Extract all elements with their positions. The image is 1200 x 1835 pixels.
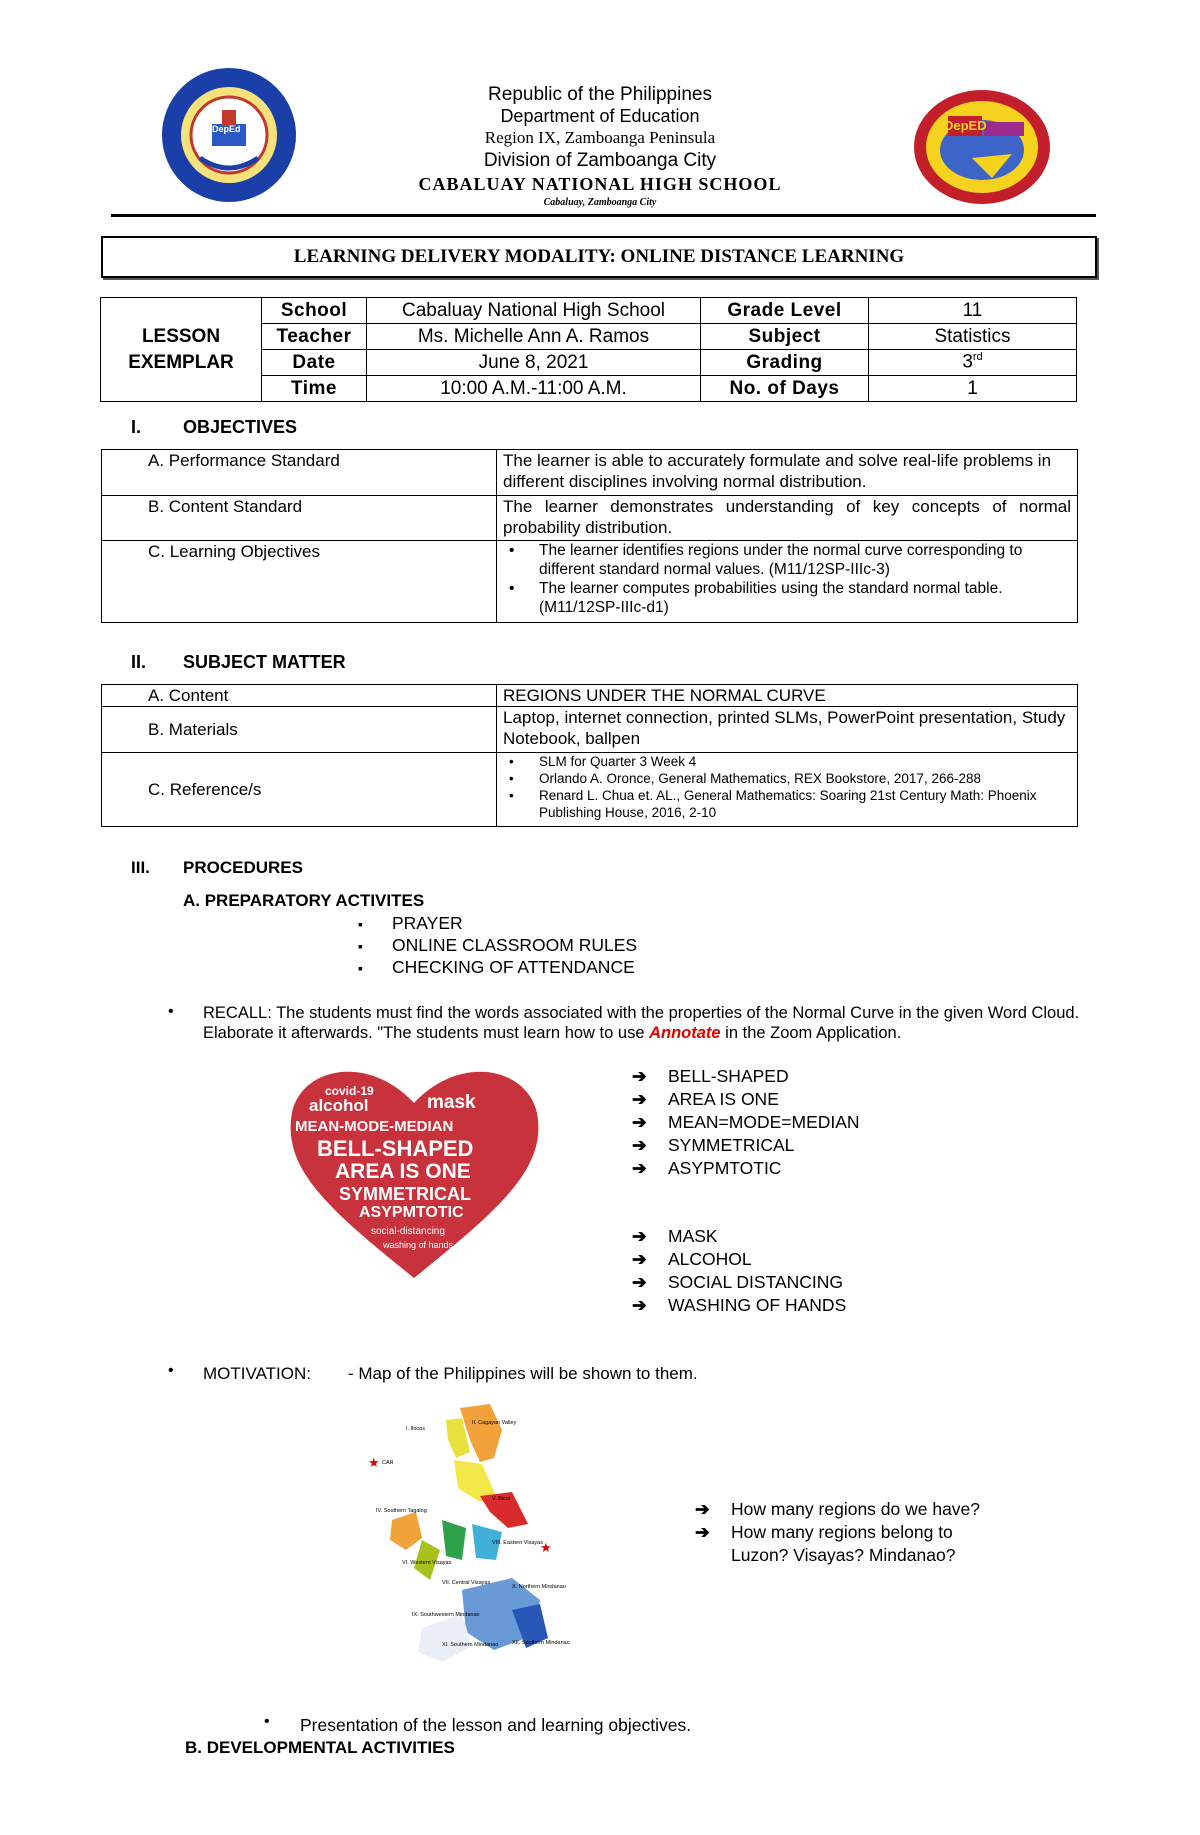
arrow-icon: ➔ xyxy=(632,1066,647,1086)
header-department: Department of Education xyxy=(500,106,700,126)
grading-number: 3 xyxy=(962,351,973,373)
arrow-icon: ➔ xyxy=(632,1089,647,1109)
answer-text: SOCIAL DISTANCING xyxy=(668,1272,844,1292)
learning-objective-item: • The learner computes probabilities using the standard normal table. (M11/12SP-IIIc-d1) xyxy=(503,579,1071,617)
answer-text: BELL-SHAPED xyxy=(668,1066,789,1086)
days-label: No. of Days xyxy=(701,376,869,402)
answer-text: MEAN=MODE=MEDIAN xyxy=(668,1112,860,1132)
materials-value: Laptop, internet connection, printed SLMs, PowerPoint presentation, Study Notebook, ballpen xyxy=(497,707,1078,753)
cloud-word: SYMMETRICAL xyxy=(339,1184,471,1204)
arrow-icon: ➔ xyxy=(632,1272,647,1292)
map-label: I. Ilocos xyxy=(406,1426,425,1432)
date-value: June 8, 2021 xyxy=(367,350,701,376)
procedures-number: III. xyxy=(131,858,150,877)
answer-item xyxy=(632,1225,846,1248)
question-item xyxy=(695,1498,1015,1521)
map-label: IV. Southern Tagalog xyxy=(376,1508,427,1514)
question-text: How many regions belong to Luzon? Visayas? Mindanao? xyxy=(731,1522,956,1565)
answer-text: ALCOHOL xyxy=(668,1249,752,1269)
arrow-icon: ➔ xyxy=(632,1158,647,1178)
left-logo-badge: DepEd xyxy=(212,124,241,134)
answer-item xyxy=(632,1157,860,1180)
cloud-word: covid-19 xyxy=(325,1084,374,1098)
days-value: 1 xyxy=(869,376,1077,402)
annotate-emphasis: Annotate xyxy=(649,1024,721,1042)
cloud-word: MEAN-MODE-MEDIAN xyxy=(295,1118,454,1135)
learning-objective-item: • The learner identifies regions under the normal curve corresponding to different standard normal values. (M11/12SP-IIIc-3) xyxy=(503,541,1071,579)
motivation-questions xyxy=(695,1498,1015,1567)
arrow-icon: ➔ xyxy=(632,1226,647,1246)
objectives-table xyxy=(101,449,1078,623)
motivation-bullet: • xyxy=(168,1362,174,1379)
developmental-heading: B. DEVELOPMENTAL ACTIVITIES xyxy=(185,1738,455,1757)
recall-paragraph xyxy=(203,1003,1093,1043)
header-republic: Republic of the Philippines xyxy=(488,84,712,105)
answer-item xyxy=(632,1248,846,1271)
learning-objectives-label-text: C. Learning Objectives xyxy=(148,542,320,561)
reference-item: • SLM for Quarter 3 Week 4 xyxy=(503,753,1071,770)
performance-standard-label xyxy=(102,450,497,496)
procedures-heading: PROCEDURES xyxy=(183,858,303,877)
preparatory-item: ▪ ONLINE CLASSROOM RULES xyxy=(358,934,637,956)
teacher-label: Teacher xyxy=(262,324,367,350)
subject-label: Subject xyxy=(701,324,869,350)
time-value: 10:00 A.M.-11:00 A.M. xyxy=(367,376,701,402)
lesson-info-table xyxy=(100,297,1077,402)
cloud-word: alcohol xyxy=(309,1096,369,1115)
exemplar-line1: LESSON xyxy=(141,325,221,347)
map-label: II. Cagayan Valley xyxy=(472,1420,517,1426)
header-divider xyxy=(111,214,1096,217)
header-address: Cabaluay, Zamboanga City xyxy=(543,197,657,208)
learning-objectives-label xyxy=(102,541,497,623)
grading-suffix: rd xyxy=(972,351,983,364)
subject-value: Statistics xyxy=(869,324,1077,350)
header-division: Division of Zamboanga City xyxy=(483,150,717,171)
time-label: Time xyxy=(262,376,367,402)
answer-item xyxy=(632,1134,860,1157)
answer-text: AREA IS ONE xyxy=(668,1089,779,1109)
recall-answers-properties xyxy=(632,1065,860,1180)
preparatory-item: ▪ CHECKING OF ATTENDANCE xyxy=(358,956,637,978)
content-label-text: A. Content xyxy=(148,686,229,705)
materials-label xyxy=(102,707,497,753)
philippines-map xyxy=(362,1400,618,1668)
subject-matter-table xyxy=(101,684,1078,827)
grade-level-label: Grade Level xyxy=(701,298,869,324)
map-label: X. Northern Mindanao xyxy=(512,1584,566,1590)
subject-matter-number: II. xyxy=(131,652,147,672)
objectives-number: I. xyxy=(131,417,142,437)
content-standard-label xyxy=(102,496,497,541)
cloud-word: social-distancing xyxy=(371,1226,445,1237)
question-text: How many regions do we have? xyxy=(731,1499,981,1519)
lesson-exemplar-cell xyxy=(101,298,262,402)
modality-banner xyxy=(101,236,1097,278)
map-label: XI. Southern Mindanao xyxy=(442,1642,499,1648)
presentation-bullet: • xyxy=(264,1713,270,1730)
motivation-text: - Map of the Philippines will be shown to them. xyxy=(348,1364,698,1383)
recall-bullet: • xyxy=(168,1003,174,1020)
star-icon: ★ xyxy=(368,1455,380,1470)
teacher-value: Ms. Michelle Ann A. Ramos xyxy=(367,324,701,350)
content-standard-label-text: B. Content Standard xyxy=(148,497,303,516)
map-label: XII. Southern Mindanao xyxy=(512,1640,570,1646)
answer-item xyxy=(632,1271,846,1294)
cloud-word: mask xyxy=(427,1092,476,1113)
map-label: CAR xyxy=(382,1460,394,1466)
map-label: VII. Central Visayas xyxy=(442,1580,491,1586)
answer-text: ASYPMTOTIC xyxy=(668,1158,782,1178)
content-value: REGIONS UNDER THE NORMAL CURVE xyxy=(497,685,1078,707)
preparatory-list xyxy=(358,912,637,978)
question-item xyxy=(695,1521,1015,1567)
answer-text: MASK xyxy=(668,1226,718,1246)
objectives-heading: OBJECTIVES xyxy=(183,417,298,437)
subject-matter-heading: SUBJECT MATTER xyxy=(183,652,346,672)
cloud-word: BELL-SHAPED xyxy=(317,1136,474,1161)
grading-value xyxy=(869,350,1077,376)
arrow-icon: ➔ xyxy=(632,1112,647,1132)
answer-text: WASHING OF HANDS xyxy=(668,1295,847,1315)
exemplar-line2: EXEMPLAR xyxy=(128,351,234,373)
reference-label-text: C. Reference/s xyxy=(148,780,262,799)
answer-item xyxy=(632,1065,860,1088)
arrow-icon: ➔ xyxy=(632,1249,647,1269)
date-label: Date xyxy=(262,350,367,376)
arrow-icon: ➔ xyxy=(632,1135,647,1155)
references-cell xyxy=(497,753,1078,827)
modality-text: LEARNING DELIVERY MODALITY: ONLINE DISTANCE LEARNING xyxy=(293,246,905,267)
school-label: School xyxy=(262,298,367,324)
grading-label: Grading xyxy=(701,350,869,376)
cloud-word: washing of hands xyxy=(383,1240,454,1250)
arrow-icon: ➔ xyxy=(695,1522,710,1542)
reference-label xyxy=(102,753,497,827)
performance-standard-text: The learner is able to accurately formulate and solve real-life problems in different disciplines involving normal distribution. xyxy=(497,450,1078,496)
reference-item: • Orlando A. Oronce, General Mathematics, REX Bookstore, 2017, 266-288 xyxy=(503,770,1071,787)
learning-objectives-cell xyxy=(497,541,1078,623)
presentation-text: Presentation of the lesson and learning objectives. xyxy=(300,1715,692,1735)
performance-standard-label-text: A. Performance Standard xyxy=(148,451,340,470)
arrow-icon: ➔ xyxy=(632,1295,647,1315)
answer-item xyxy=(632,1088,860,1111)
preparatory-heading: A. PREPARATORY ACTIVITES xyxy=(183,891,425,910)
answer-text: SYMMETRICAL xyxy=(668,1135,795,1155)
right-logo-badge: DepED xyxy=(944,118,987,133)
recall-text: RECALL: The students must find the words associated with the properties of the Normal Curve in the given Word Cloud. Elaborate it afterwards. "The students must learn how to use xyxy=(203,1004,1080,1042)
content-standard-text: The learner demonstrates understanding of key concepts of normal probability distribution. xyxy=(497,496,1078,541)
arrow-icon: ➔ xyxy=(695,1499,710,1519)
cloud-word: AREA IS ONE xyxy=(335,1160,471,1183)
content-label xyxy=(102,685,497,707)
school-value: Cabaluay National High School xyxy=(367,298,701,324)
grade-level-value: 11 xyxy=(869,298,1077,324)
map-label: VIII. Eastern Visayas xyxy=(492,1540,543,1546)
map-label: V. Bicol xyxy=(492,1496,511,1502)
recall-text-end: in the Zoom Application. xyxy=(720,1024,902,1042)
star-icon: ★ xyxy=(540,1540,552,1555)
header-school-name: CABALUAY NATIONAL HIGH SCHOOL xyxy=(418,174,782,194)
reference-item: • Renard L. Chua et. AL., General Mathematics: Soaring 21st Century Math: Phoenix Publishing House, 2016, 2-10 xyxy=(503,787,1071,821)
recall-answers-covid xyxy=(632,1225,846,1317)
answer-item xyxy=(632,1294,846,1317)
motivation-label: MOTIVATION: xyxy=(203,1364,311,1383)
cloud-word: ASYPMTOTIC xyxy=(359,1204,464,1221)
map-label: IX. Southwestern Mindanao xyxy=(412,1612,480,1618)
answer-item xyxy=(632,1111,860,1134)
header-region: Region IX, Zamboanga Peninsula xyxy=(484,128,716,147)
preparatory-item: ▪ PRAYER xyxy=(358,912,637,934)
map-label: VI. Western Visayas xyxy=(402,1560,452,1566)
heart-word-cloud xyxy=(287,1058,542,1280)
materials-label-text: B. Materials xyxy=(148,720,238,739)
